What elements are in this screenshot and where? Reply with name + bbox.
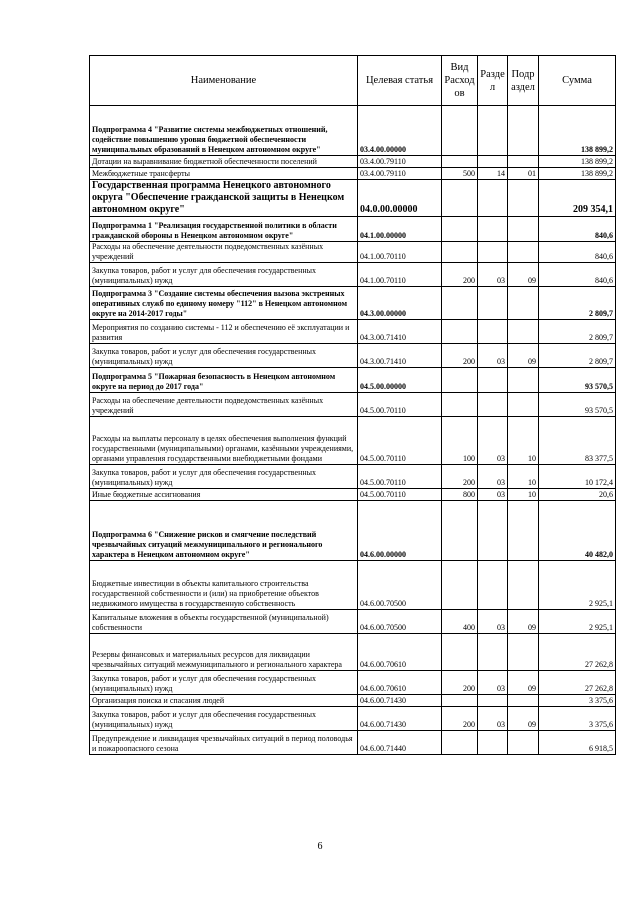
cell-sum: 840,6 [539,217,616,242]
cell-razdel [478,501,508,561]
cell-name: Межбюджетные трансферты [90,168,358,180]
cell-sum: 2 809,7 [539,320,616,344]
cell-razdel: 03 [478,610,508,634]
cell-sum: 27 262,8 [539,671,616,695]
table-row [90,393,616,417]
cell-name: Дотации на выравнивание бюджетной обеспеченности поселений [90,156,358,168]
cell-podrazdel [508,501,539,561]
cell-code: 04.6.00.71440 [358,731,442,755]
cell-podrazdel: 09 [508,263,539,287]
cell-name: Закупка товаров, работ и услуг для обеспечения государственных (муниципальных) нужд [90,671,358,695]
cell-razdel [478,561,508,610]
cell-code: 04.1.00.70110 [358,263,442,287]
cell-sum: 27 262,8 [539,634,616,671]
table-row [90,671,616,695]
table-row [90,242,616,263]
cell-sum: 6 918,5 [539,731,616,755]
table-row [90,263,616,287]
cell-sum: 2 925,1 [539,610,616,634]
cell-razdel [478,242,508,263]
table-row [90,287,616,320]
header-code: Целевая статья [358,56,442,106]
cell-razdel: 03 [478,417,508,465]
table-row [90,695,616,707]
cell-podrazdel [508,561,539,610]
cell-podrazdel [508,634,539,671]
cell-sum: 209 354,1 [539,180,616,217]
cell-name: Закупка товаров, работ и услуг для обеспечения государственных (муниципальных) нужд [90,707,358,731]
cell-podrazdel: 10 [508,417,539,465]
cell-sum: 20,6 [539,489,616,501]
cell-name: Подпрограмма 4 "Развитие системы межбюджетных отношений, содействие повышению уровня бюджетной обеспеченности муниципальных образований в Ненецком автономном округе" [90,106,358,156]
table-header-row [90,56,616,106]
cell-podrazdel [508,393,539,417]
header-razdel: Разде л [478,56,508,106]
cell-razdel [478,393,508,417]
cell-code: 04.3.00.71410 [358,320,442,344]
cell-podrazdel [508,106,539,156]
cell-vid [442,106,478,156]
page-number: 6 [317,841,323,852]
cell-razdel [478,368,508,393]
cell-podrazdel [508,180,539,217]
cell-vid [442,180,478,217]
cell-name: Подпрограмма 1 "Реализация государственной политики в области гражданской обороны в Ненецком автономном округе" [90,217,358,242]
cell-razdel [478,180,508,217]
cell-name: Закупка товаров, работ и услуг для обеспечения государственных (муниципальных) нужд [90,263,358,287]
cell-name: Капитальные вложения в объекты государственной (муниципальной) собственности [90,610,358,634]
cell-name: Закупка товаров, работ и услуг для обеспечения государственных (муниципальных) нужд [90,465,358,489]
cell-razdel [478,217,508,242]
cell-podrazdel [508,320,539,344]
cell-podrazdel: 09 [508,344,539,368]
cell-sum: 840,6 [539,242,616,263]
cell-vid [442,217,478,242]
cell-name: Мероприятия по созданию системы - 112 и обеспечению её эксплуатации и развития [90,320,358,344]
table-row [90,610,616,634]
cell-code: 04.6.00.70500 [358,610,442,634]
cell-code: 04.5.00.70110 [358,465,442,489]
cell-vid [442,501,478,561]
cell-sum: 2 925,1 [539,561,616,610]
cell-name: Расходы на выплаты персоналу в целях обеспечения выполнения функций государственными (муниципальными) органами, казёнными учреждениями, органами управления государственными внебюджетными фондами [90,417,358,465]
cell-podrazdel: 09 [508,671,539,695]
cell-code: 04.6.00.71430 [358,695,442,707]
header-podrazdel: Подр аздел [508,56,539,106]
cell-vid: 400 [442,610,478,634]
cell-vid [442,368,478,393]
cell-vid [442,731,478,755]
table-row [90,217,616,242]
cell-code: 03.4.00.00000 [358,106,442,156]
cell-name: Иные бюджетные ассигнования [90,489,358,501]
cell-vid [442,695,478,707]
header-vid: Вид Расход ов [442,56,478,106]
cell-vid: 100 [442,417,478,465]
cell-vid [442,634,478,671]
cell-code: 04.6.00.70500 [358,561,442,610]
cell-name: Расходы на обеспечение деятельности подведомственных казённых учреждений [90,393,358,417]
cell-sum: 138 899,2 [539,156,616,168]
cell-vid: 800 [442,489,478,501]
cell-name: Подпрограмма 6 "Снижение рисков и смягчение последствий чрезвычайных ситуаций межмуниципального и регионального характера в Ненецком автономном округе" [90,501,358,561]
cell-vid: 200 [442,344,478,368]
cell-podrazdel: 10 [508,489,539,501]
cell-code: 03.4.00.79110 [358,168,442,180]
cell-sum: 83 377,5 [539,417,616,465]
cell-name: Расходы на обеспечение деятельности подведомственных казённых учреждений [90,242,358,263]
cell-razdel [478,320,508,344]
header-sum: Сумма [539,56,616,106]
cell-sum: 10 172,4 [539,465,616,489]
cell-vid: 200 [442,465,478,489]
cell-podrazdel [508,242,539,263]
cell-code: 04.6.00.70610 [358,671,442,695]
cell-name: Государственная программа Ненецкого автономного округа "Обеспечение гражданской защиты в Ненецком автономном округе" [90,180,358,217]
cell-sum: 138 899,2 [539,106,616,156]
cell-podrazdel: 01 [508,168,539,180]
cell-razdel [478,731,508,755]
cell-sum: 3 375,6 [539,695,616,707]
cell-razdel [478,634,508,671]
cell-code: 04.0.00.00000 [358,180,442,217]
cell-razdel [478,106,508,156]
cell-razdel [478,695,508,707]
cell-code: 04.6.00.71430 [358,707,442,731]
cell-sum: 2 809,7 [539,344,616,368]
cell-podrazdel: 09 [508,707,539,731]
cell-podrazdel [508,368,539,393]
budget-table [89,55,616,755]
table-row [90,344,616,368]
cell-code: 04.5.00.70110 [358,489,442,501]
table-row [90,180,616,217]
table-row [90,634,616,671]
table-row [90,731,616,755]
cell-vid [442,242,478,263]
cell-name: Подпрограмма 5 "Пожарная безопасность в Ненецком автономном округе на период до 2017 года" [90,368,358,393]
cell-name: Резервы финансовых и материальных ресурсов для ликвидации чрезвычайных ситуаций межмуниципального и регионального характера [90,634,358,671]
cell-sum: 93 570,5 [539,368,616,393]
table-row [90,465,616,489]
cell-code: 04.3.00.71410 [358,344,442,368]
cell-podrazdel [508,217,539,242]
cell-razdel: 03 [478,344,508,368]
cell-vid: 200 [442,263,478,287]
table-row [90,489,616,501]
cell-sum: 93 570,5 [539,393,616,417]
cell-sum: 840,6 [539,263,616,287]
cell-sum: 2 809,7 [539,287,616,320]
cell-name: Закупка товаров, работ и услуг для обеспечения государственных (муниципальных) нужд [90,344,358,368]
table-row [90,707,616,731]
table-row [90,168,616,180]
cell-code: 04.1.00.70110 [358,242,442,263]
cell-vid [442,561,478,610]
table-body [90,106,616,755]
cell-vid: 200 [442,707,478,731]
cell-razdel [478,156,508,168]
cell-vid [442,156,478,168]
table-row [90,417,616,465]
table-row [90,501,616,561]
cell-code: 04.1.00.00000 [358,217,442,242]
cell-podrazdel: 09 [508,610,539,634]
cell-name: Бюджетные инвестиции в объекты капитального строительства государственной собственности и (или) на приобретение объектов недвижимого имущества в государственную собственность [90,561,358,610]
cell-name: Подпрограмма 3 "Создание системы обеспечения вызова экстренных оперативных служб по единому номеру "112" в Ненецком автономном округе на 2014-2017 годы" [90,287,358,320]
table-row [90,561,616,610]
cell-vid: 500 [442,168,478,180]
cell-razdel: 03 [478,465,508,489]
cell-code: 04.5.00.70110 [358,393,442,417]
cell-podrazdel: 10 [508,465,539,489]
cell-vid: 200 [442,671,478,695]
cell-sum: 3 375,6 [539,707,616,731]
table-row [90,368,616,393]
cell-vid [442,320,478,344]
cell-razdel [478,287,508,320]
header-name: Наименование [90,56,358,106]
cell-code: 04.5.00.70110 [358,417,442,465]
cell-razdel: 03 [478,263,508,287]
cell-code: 03.4.00.79110 [358,156,442,168]
cell-code: 04.3.00.00000 [358,287,442,320]
cell-vid [442,287,478,320]
cell-vid [442,393,478,417]
table-row [90,320,616,344]
cell-podrazdel [508,156,539,168]
cell-code: 04.6.00.70610 [358,634,442,671]
cell-podrazdel [508,731,539,755]
cell-razdel: 03 [478,671,508,695]
cell-razdel: 03 [478,707,508,731]
table-row [90,106,616,156]
cell-razdel: 03 [478,489,508,501]
cell-sum: 138 899,2 [539,168,616,180]
cell-code: 04.6.00.00000 [358,501,442,561]
cell-podrazdel [508,695,539,707]
cell-name: Организация поиска и спасания людей [90,695,358,707]
cell-name: Предупреждение и ликвидация чрезвычайных ситуаций в период половодья и пожароопасного сезона [90,731,358,755]
cell-sum: 40 482,0 [539,501,616,561]
cell-podrazdel [508,287,539,320]
table-row [90,156,616,168]
cell-code: 04.5.00.00000 [358,368,442,393]
cell-razdel: 14 [478,168,508,180]
